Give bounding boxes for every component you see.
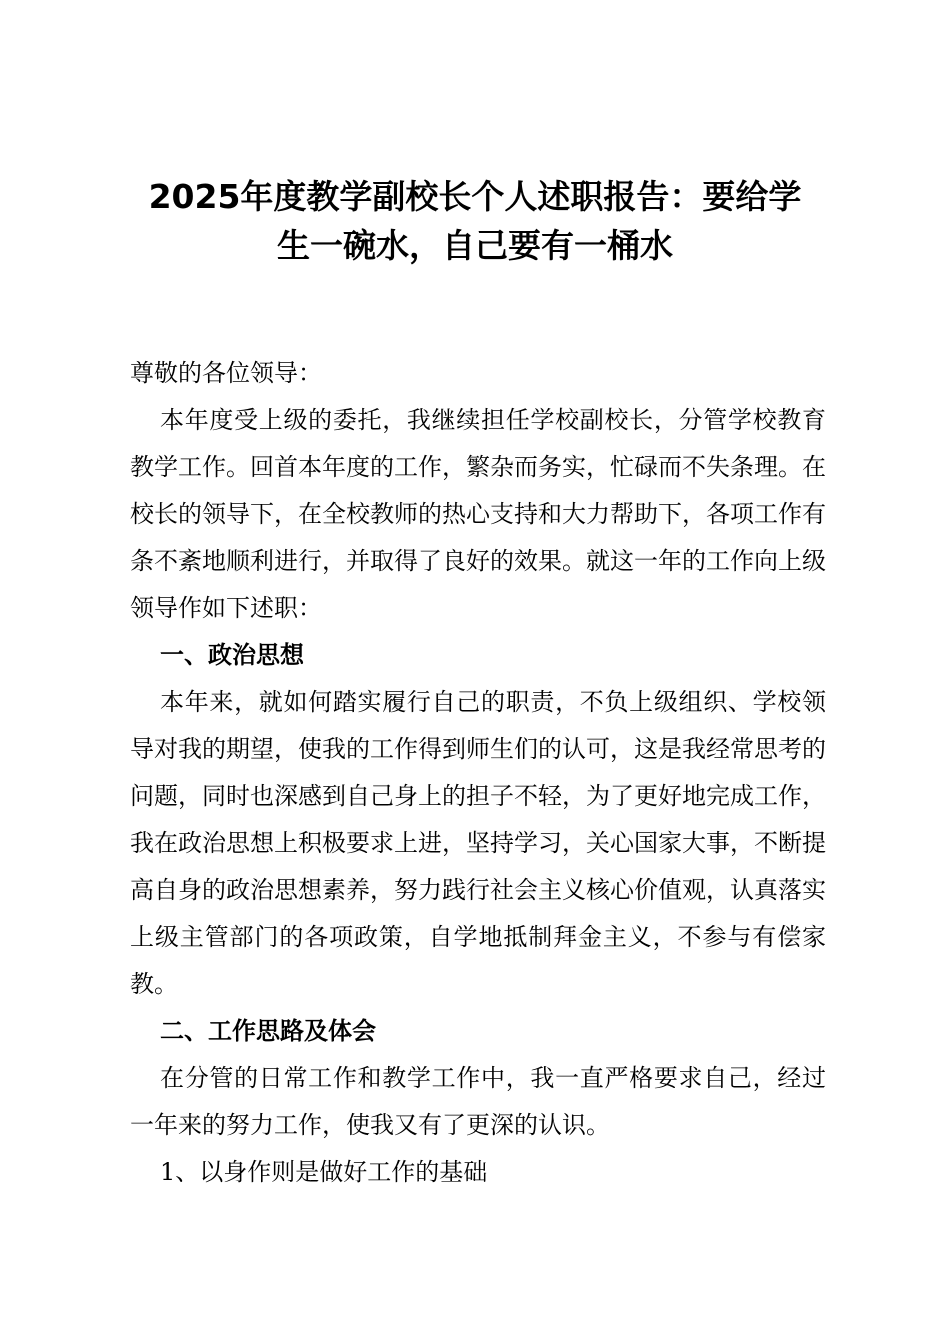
salutation: 尊敬的各位领导：: [130, 359, 322, 387]
title-line-1: 2025年度教学副校长个人述职报告：要给学: [148, 177, 802, 216]
subsection-1-heading: 1、以身作则是做好工作的基础: [160, 1158, 488, 1186]
document-body: [130, 350, 826, 1196]
section-2-paragraph: 在分管的日常工作和教学工作中，我一直严格要求自己，经过一年来的努力工作，使我又有了更深的认识。: [130, 1064, 826, 1139]
intro-paragraph: 本年度受上级的委托，我继续担任学校副校长，分管学校教育教学工作。回首本年度的工作，繁杂而务实，忙碌而不失条理。在校长的领导下，在全校教师的热心支持和大力帮助下，各项工作有条不紊地顺利进行，并取得了良好的效果。就这一年的工作向上级领导作如下述职：: [130, 406, 826, 622]
section-1-heading: 一、政治思想: [160, 641, 304, 669]
title-line-2: 生一碗水，自己要有一桶水: [277, 226, 673, 265]
section-2-heading: 二、工作思路及体会: [160, 1017, 376, 1045]
section-1-paragraph: 本年来，就如何踏实履行自己的职责，不负上级组织、学校领导对我的期望，使我的工作得到师生们的认可，这是我经常思考的问题，同时也深感到自己身上的担子不轻，为了更好地完成工作，我在政治思想上积极要求上进，坚持学习，关心国家大事，不断提高自身的政治思想素养，努力践行社会主义核心价值观，认真落实上级主管部门的各项政策，自学地抵制拜金主义，不参与有偿家教。: [130, 688, 826, 998]
document-title: [120, 172, 830, 270]
